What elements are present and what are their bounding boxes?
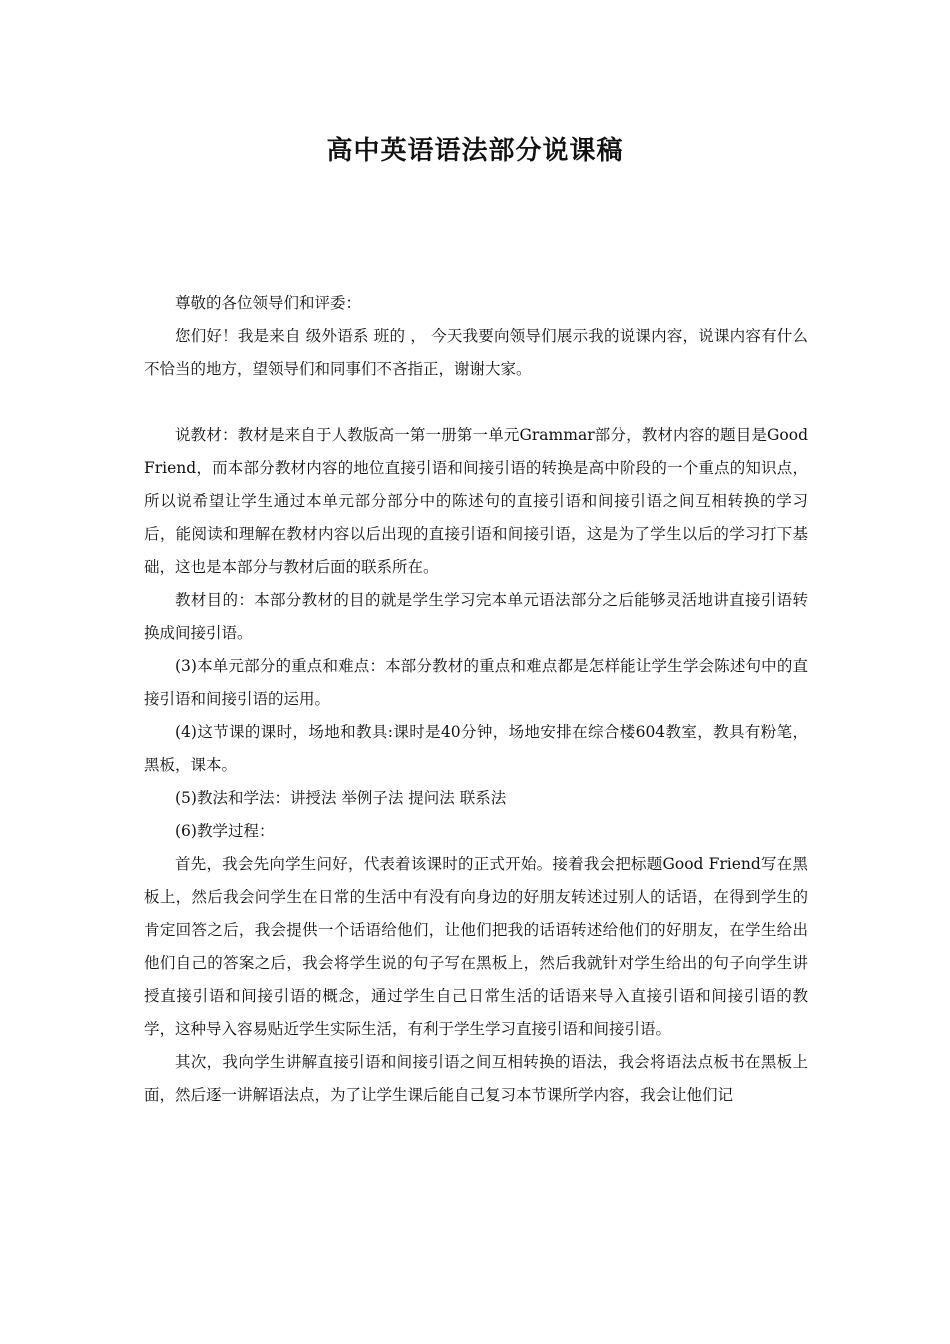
greeting-paragraph: 尊敬的各位领导们和评委： (175, 294, 362, 312)
key-points-paragraph: (3)本单元部分的重点和难点：本部分教材的重点和难点都是怎样能让学生学会陈述句中的直接引语和间接引语的运用。 (144, 657, 808, 708)
schedule-paragraph: (4)这节课的课时，场地和教具:课时是40分钟，场地安排在综合楼604教室，教具有粉笔，黑板，课本。 (144, 723, 808, 774)
goal-paragraph: 教材目的：本部分教材的目的就是学生学习完本单元语法部分之后能够灵活地讲直接引语转换成间接引语。 (144, 591, 808, 642)
document-title: 高中英语语法部分说课稿 (326, 136, 624, 166)
document-body (144, 287, 808, 1112)
process-first-paragraph: 首先，我会先向学生问好，代表着该课时的正式开始。接着我会把标题Good Friend写在黑板上，然后我会问学生在日常的生活中有没有向身边的好朋友转述过别人的话语，在得到学生的肯定回答之后，我会提供一个话语给他们，让他们把我的话语转述给他们的好朋友，在学生给出他们自己的答案之后，我会将学生说的句子写在黑板上，然后我就针对学生给出的句子向学生讲授直接引语和间接引语的概念，通过学生自己日常生活的话语来导入直接引语和间接引语的教学，这种导入容易贴近学生实际生活，有利于学生学习直接引语和间接引语。 (144, 855, 808, 1038)
blank-line (144, 386, 808, 419)
process-heading: (6)教学过程： (175, 822, 275, 840)
textbook-paragraph: 说教材：教材是来自于人教版高一第一册第一单元Grammar部分，教材内容的题目是Good Friend，而本部分教材内容的地位直接引语和间接引语的转换是高中阶段的一个重点的知识点，所以说希望让学生通过本单元部分部分中的陈述句的直接引语和间接引语之间互相转换的学习后，能阅读和理解在教材内容以后出现的直接引语和间接引语，这是为了学生以后的学习打下基础，这也是本部分与教材后面的联系所在。 (144, 426, 808, 576)
methods-paragraph: (5)教法和学法：讲授法 举例子法 提问法 联系法 (175, 789, 507, 807)
process-second-paragraph: 其次，我向学生讲解直接引语和间接引语之间互相转换的语法，我会将语法点板书在黑板上面，然后逐一讲解语法点，为了让学生课后能自己复习本节课所学内容，我会让他们记 (144, 1053, 808, 1104)
intro-paragraph: 您们好！我是来自 级外语系 班的 ， 今天我要向领导们展示我的说课内容，说课内容有什么不恰当的地方，望领导们和同事们不吝指正，谢谢大家。 (144, 327, 808, 378)
